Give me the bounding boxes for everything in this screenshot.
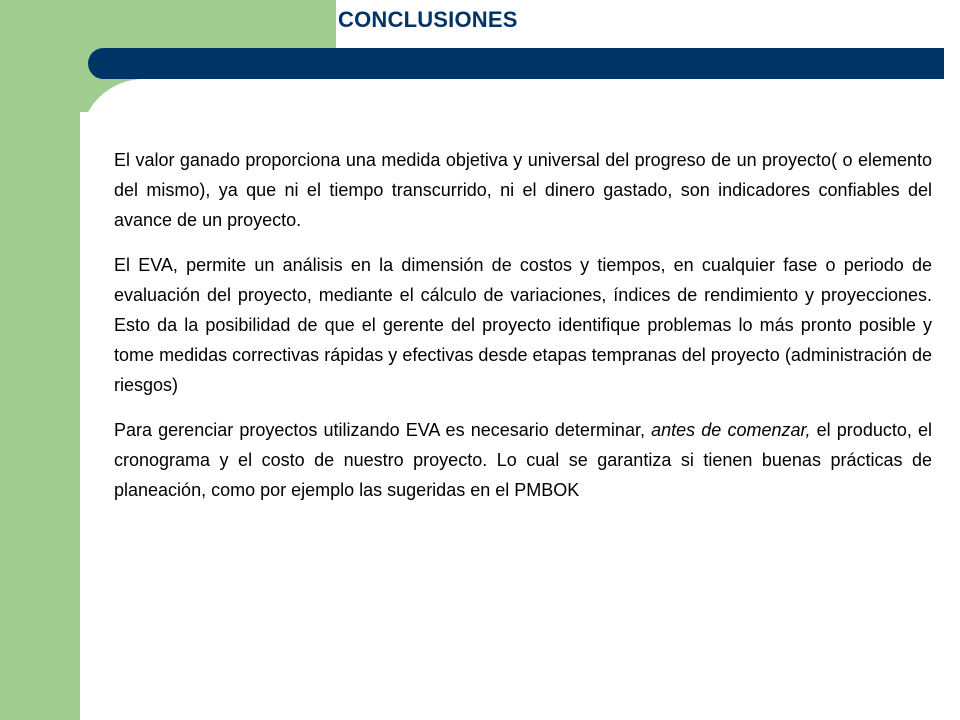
slide-content	[114, 145, 932, 520]
green-top-band	[0, 0, 336, 48]
paragraph-3-part-2: el producto, el cronograma y el costo de nuestro proyecto. Lo cual se garantiza si tienen buenas prácticas de planeación, como por ejemplo las sugeridas en el PMBOK	[114, 420, 933, 500]
title-underline-bar	[88, 48, 944, 79]
paragraph-3-italic: antes de comenzar,	[651, 420, 811, 440]
slide-title: CONCLUSIONES	[338, 7, 518, 32]
paragraph-3	[114, 415, 932, 505]
paragraph-1: El valor ganado proporciona una medida objetiva y universal del progreso de un proyecto( o elemento del mismo), ya que ni el tiempo transcurrido, ni el dinero gastado, son indicadores confiables del avance de un proyecto.	[114, 150, 932, 230]
green-side-band	[0, 48, 80, 720]
paragraph-2: El EVA, permite un análisis en la dimensión de costos y tiempos, en cualquier fase o periodo de evaluación del proyecto, mediante el cálculo de variaciones, índices de rendimiento y proyecciones. Esto da la posibilidad de que el gerente del proyecto identifique problemas lo más pronto posible y tome medidas correctivas rápidas y efectivas desde etapas tempranas del proyecto (administración de riesgos)	[114, 255, 932, 395]
paragraph-3-part-1: Para gerenciar proyectos utilizando EVA es necesario determinar,	[114, 420, 652, 440]
